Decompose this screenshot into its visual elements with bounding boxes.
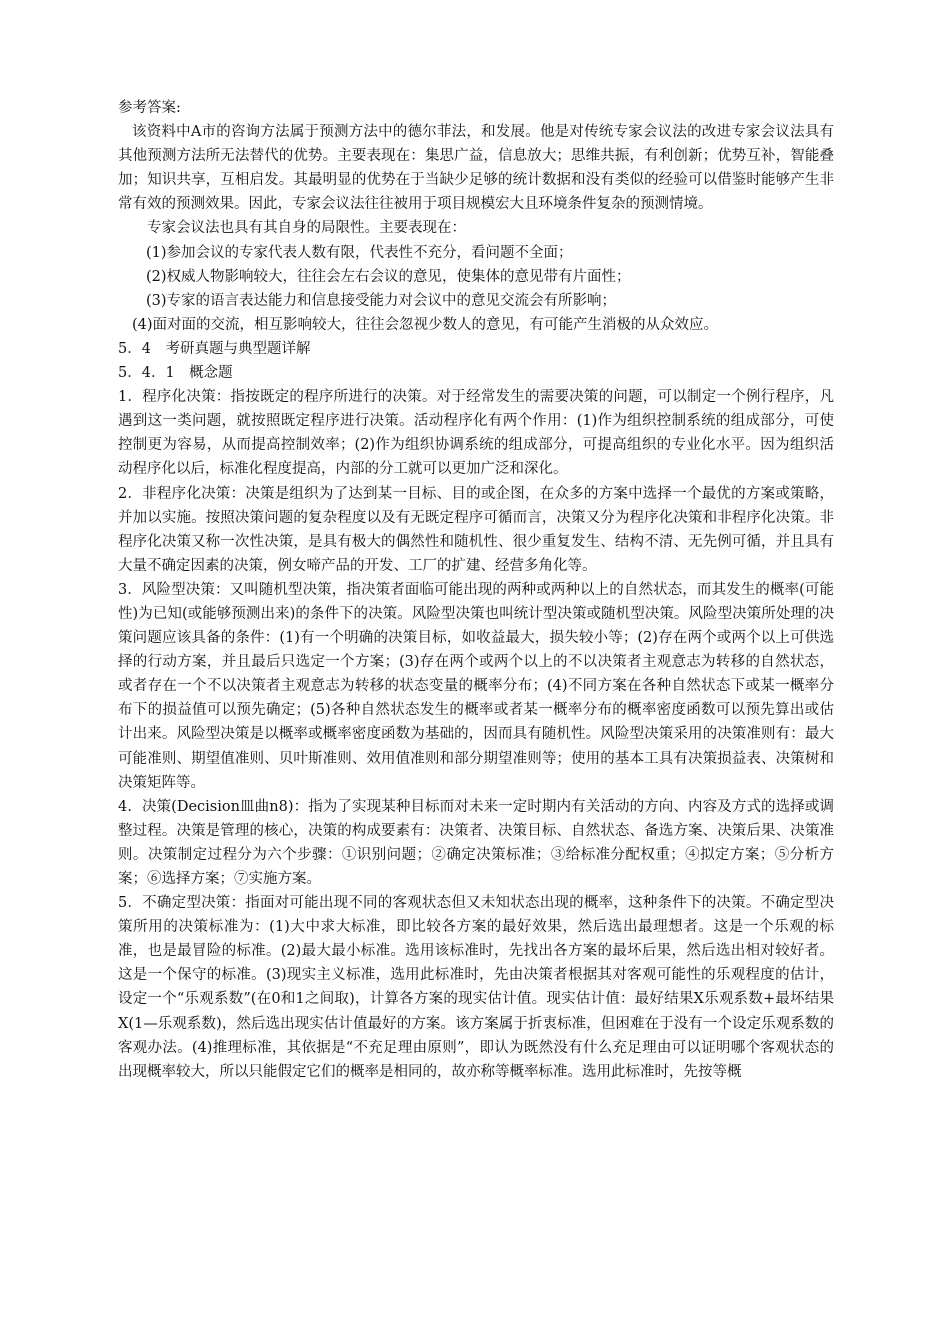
limitation-intro: 专家会议法也具有其自身的局限性。主要表现在： <box>147 220 466 237</box>
concept-item-2: 2．非程序化决策：决策是组织为了达到某一目标、目的或企图，在众多的方案中选择一个最优的方案或策略，并加以实施。按照决策问题的复杂程度以及有无既定程序可循而言，决策又分为程序化决策和非程序化决策。非程序化决策又称一次性决策，是具有极大的偶然性和随机性、很少重复发生、结构不清、无先例可循，并且具有大量不确定因素的决策，例女啼产品的开发、工厂的扩建、经营多角化等。 <box>118 485 834 574</box>
section-heading: 5．4 考研真题与典型题详解 <box>118 340 311 357</box>
intro-paragraph: 该资料中A市的咨询方法属于预测方法中的德尔菲法，和发展。他是对传统专家会议法的改进专家会议法具有其他预测方法所无法替代的优势。主要表现在：集思广益，信息放大；思维共振，有利创新；优势互补，智能叠加；知识共享，互相启发。其最明显的优势在于当缺少足够的统计数据和没有类似的经验可以借鉴时能够产生非常有效的预测效果。因此，专家会议法往往被用于项目规模宏大且环境条件复杂的预测情境。 <box>118 124 834 213</box>
document-page <box>118 96 834 1084</box>
concept-item-4: 4．决策(Decision皿曲n8)：指为了实现某种目标而对未来一定时期内有关活动的方向、内容及方式的选择或调整过程。决策是管理的核心，决策的构成要素有：决策者、决策目标、自然状态、备选方案、决策后果、决策准则。决策制定过程分为六个步骤：①识别问题；②确定决策标准；③给标准分配权重；④拟定方案；⑤分析方案；⑥选择方案；⑦实施方案。 <box>118 798 834 887</box>
limitation-item-3: (3)专家的语言表达能力和信息接受能力对会议中的意见交流会有所影响； <box>146 292 617 309</box>
limitation-item-2: (2)权威人物影响较大，往往会左右会议的意见，使集体的意见带有片面性； <box>146 268 631 285</box>
concept-item-3: 3．风险型决策：又叫随机型决策，指决策者面临可能出现的两种或两种以上的自然状态，而其发生的概率(可能性)为已知(或能够预测出来)的条件下的决策。风险型决策也叫统计型决策或随机型决策。风险型决策所处理的决策问题应该具备的条件：(1)有一个明确的决策目标，如收益最大，损失较小等；(2)存在两个或两个以上可供选择的行动方案，并且最后只选定一个方案；(3)存在两个或两个以上的不以决策者主观意志为转移的自然状态，或者存在一个不以决策者主观意志为转移的状态变量的概率分布；(4)不同方案在各种自然状态下或某一概率分布下的损益值可以预先确定；(5)各种自然状态发生的概率或者某一概率分布的概率密度函数可以预先算出或估计出来。风险型决策是以概率或概率密度函数为基础的，因而具有随机性。风险型决策采用的决策准则有：最大可能准则、期望值准则、贝叶斯准则、效用值准则和部分期望准则等；使用的基本工具有决策损益表、决策树和决策矩阵等。 <box>118 581 834 791</box>
answer-heading: 参考答案: <box>118 100 181 116</box>
limitation-item-1: (1)参加会议的专家代表人数有限，代表性不充分，看问题不全面； <box>146 244 573 261</box>
concept-item-5: 5．不确定型决策：指面对可能出现不同的客观状态但又未知状态出现的概率，这种条件下的决策。不确定型决策所用的决策标准为：(1)大中求大标准，即比较各方案的最好效果，然后选出最理想者。这是一个乐观的标准，也是最冒险的标准。(2)最大最小标准。选用该标准时，先找出各方案的最坏后果，然后选出相对较好者。这是一个保守的标准。(3)现实主义标准，选用此标准时，先由决策者根据其对客观可能性的乐观程度的估计，设定一个“乐观系数”(在0和1之间取)，计算各方案的现实估计值。现实估计值：最好结果X乐观系数+最坏结果X(1—乐观系数)，然后选出现实估计值最好的方案。该方案属于折衷标准，但困难在于没有一个设定乐观系数的客观办法。(4)推理标准，其依据是“不充足理由原则”，即认为既然没有什么充足理由可以证明哪个客观状态的出现概率较大，所以只能假定它们的概率是相同的，故亦称等概率标准。选用此标准时，先按等概 <box>118 895 834 1080</box>
concept-item-1: 1．程序化决策：指按既定的程序所进行的决策。对于经常发生的需要决策的问题，可以制定一个例行程序，凡遇到这一类问题，就按照既定程序进行决策。活动程序化有两个作用：(1)作为组织控制系统的组成部分，可使控制更为容易，从而提高控制效率；(2)作为组织协调系统的组成部分，可提高组织的专业化水平。因为组织活动程序化以后，标准化程度提高，内部的分工就可以更加广泛和深化。 <box>118 389 834 478</box>
subsection-heading: 5．4．1 概念题 <box>118 365 233 382</box>
limitation-item-4: (4)面对面的交流，相互影响较大，往往会忽视少数人的意见，有可能产生消极的从众效应。 <box>132 316 719 333</box>
